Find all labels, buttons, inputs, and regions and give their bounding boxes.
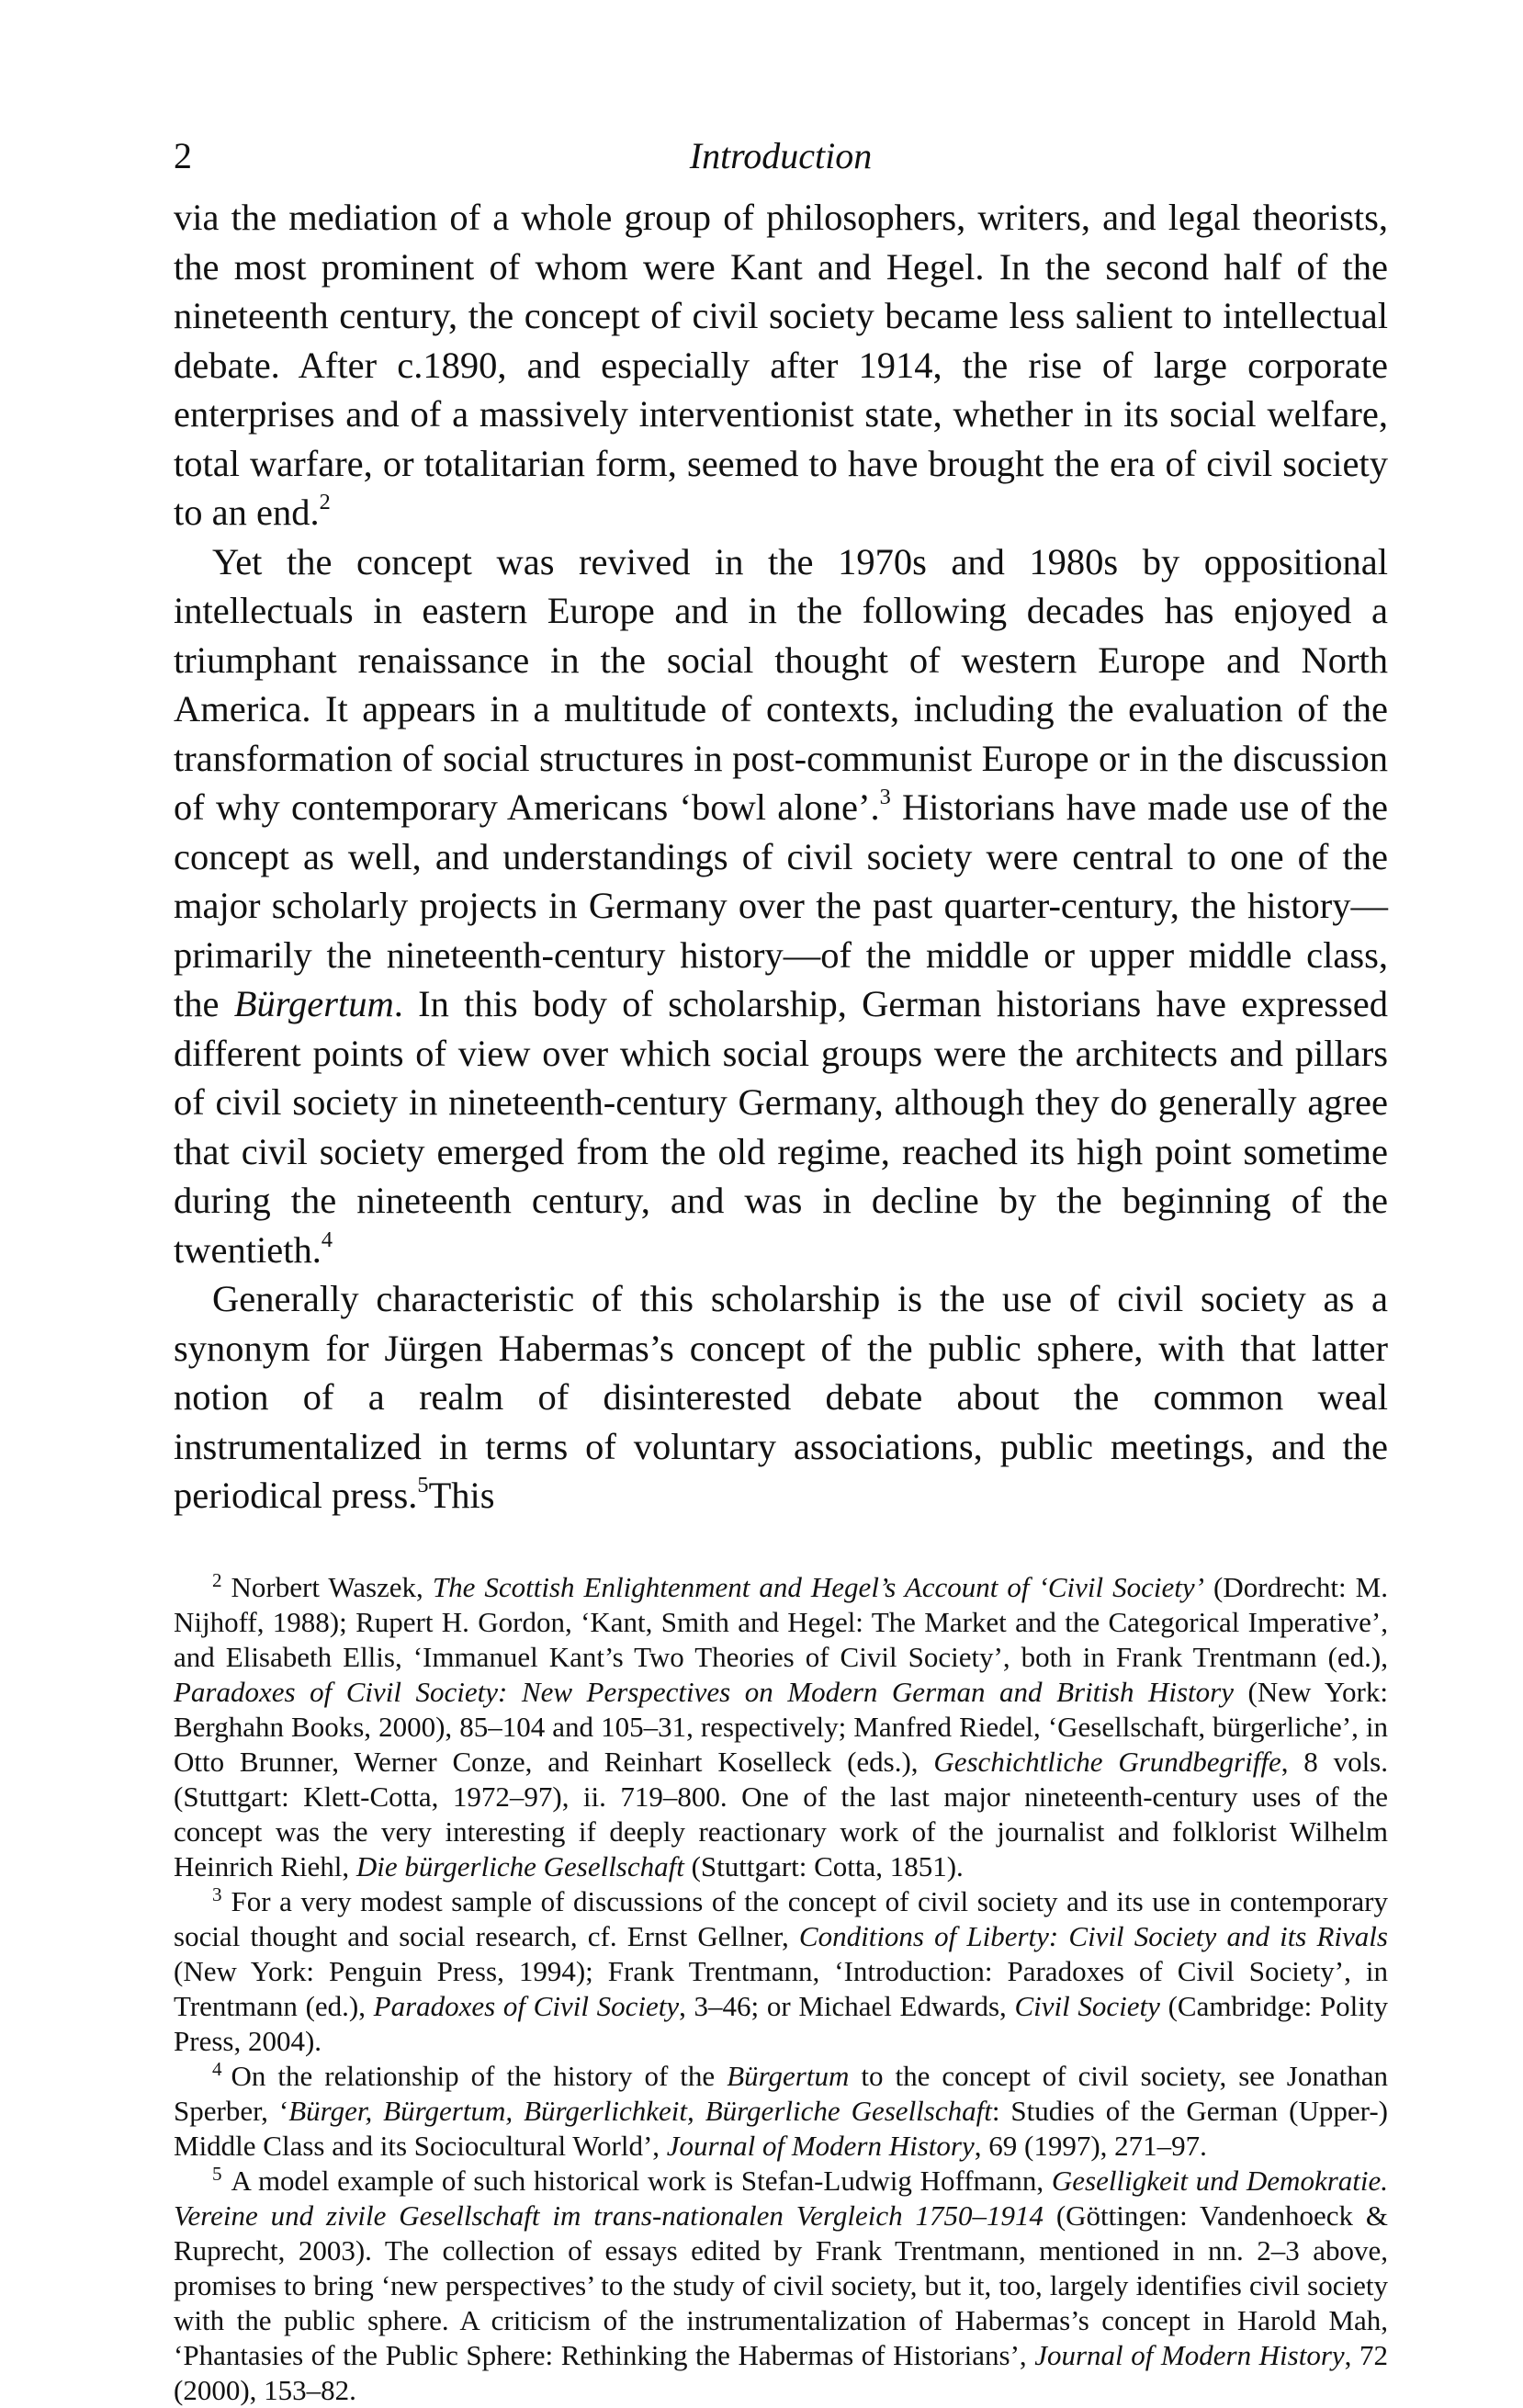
footnote-title: Bürger, Bürgertum, Bürgerlichkeit, Bürgerliche Gesellschaft [288,2094,992,2127]
footnote-text: (Göttingen: Vandenhoeck & Ruprecht, 2003). The collection of essays edited by Frank Trentmann, mentioned in nn. 2–3 above, promises to bring ‘new perspectives’ to the study of civil society, but it, too, largely identifies civil society with the public sphere. A criticism of the instrumentalization of Habermas’s concept in Harold Mah, ‘Phantasies of the Public Sphere: Rethinking the Habermas of Historians’, [174,2199,1388,2371]
footnote-title: Journal of Modern History [1034,2338,1345,2371]
main-text [174,193,1388,1521]
footnote-title: Conditions of Liberty: Civil Society and its Rivals [798,1919,1388,1952]
footnote-title: Geselligkeit und Demokratie. Vereine und zivile Gesellschaft im trans-nationalen Vergleich 1750–1914 [174,2164,1388,2232]
footnote-title: Paradoxes of Civil Society: New Perspectives on Modern German and British History [174,1675,1234,1708]
italic-term: Bürgertum [233,983,394,1024]
footnote-reference: 5 [417,1473,429,1498]
footnote-text: : Studies of the German (Upper-) Middle Class and its Sociocultural World’, [174,2094,1388,2162]
page-header [174,129,1388,184]
footnote-number: 5 [212,2162,222,2185]
footnote-4 [174,2059,1388,2164]
footnote-title: Paradoxes of Civil Society [373,1989,680,2022]
paragraph-text: Historians have made use of the concept as well, and understandings of civil society were central to one of the major scholarly projects in Germany over the past quarter-century, the history—primarily the nineteenth-century history—of the middle or upper middle class, the [174,786,1388,1024]
footnote-text: (Stuttgart: Cotta, 1851). [683,1849,964,1882]
footnote-title: Civil Society [1014,1989,1160,2022]
paragraph-text: This [428,1475,495,1516]
paragraph-text: via the mediation of a whole group of philosophers, writers, and legal theorists, the most prominent of whom were Kant and Hegel. In the second half of the nineteenth century, the concept of civil society became less salient to intellectual debate. After c.1890, and especially after 1914, the rise of large corporate enterprises and of a massively interventionist state, whether in its social welfare, total warfare, or totalitarian form, seemed to have brought the era of civil society to an end. [174,197,1388,533]
paragraph-3 [174,1274,1388,1521]
page-number: 2 [174,135,192,176]
footnote-text: Norbert Waszek, [231,1570,433,1603]
footnote-title: Bürgertum [727,2059,850,2092]
footnote-text: , 69 (1997), 271–97. [974,2129,1207,2162]
footnote-reference: 3 [879,785,891,809]
footnote-text: (New York: Penguin Press, 1994); Frank Trentmann, ‘Introduction: Paradoxes of Civil Society’, in Trentmann (ed.), [174,1954,1388,2022]
footnote-5 [174,2164,1388,2408]
footnote-title: Die bürgerliche Gesellschaft [355,1849,684,1882]
paragraph-text: Generally characteristic of this scholarship is the use of civil society as a synonym for Jürgen Habermas’s concept of the public sphere, with that latter notion of a realm of disinterested debate about the common weal instrumentalized in terms of voluntary associations, public meetings, and the periodical press. [174,1278,1388,1516]
footnote-text: , 72 (2000), 153–82. [174,2338,1388,2406]
footnote-text: For a very modest sample of discussions of the concept of civil society and its use in contemporary social thought and social research, cf. Ernst Gellner, [174,1884,1388,1952]
footnote-2 [174,1570,1388,1884]
footnote-text: (Dordrecht: M. Nijhoff, 1988); Rupert H. Gordon, ‘Kant, Smith and Hegel: The Market and the Categorical Imperative’, and Elisabeth Ellis, ‘Immanuel Kant’s Two Theories of Civil Society’, both in Frank Trentmann (ed.), [174,1570,1388,1673]
footnote-number: 4 [212,2057,222,2080]
footnote-text: , 3–46; or Michael Edwards, [679,1989,1015,2022]
footnote-text: A model example of such historical work is Stefan-Ludwig Hoffmann, [231,2164,1052,2197]
footnotes [174,1570,1388,2408]
footnote-text: (New York: Berghahn Books, 2000), 85–104 and 105–31, respectively; Manfred Riedel, ‘Gesellschaft, bürgerliche’, in Otto Brunner, Werner Conze, and Reinhart Koselleck (eds.), [174,1675,1388,1778]
paragraph-1 [174,193,1388,537]
book-page [174,129,1388,2408]
paragraph-text: Yet the concept was revived in the 1970s and 1980s by oppositional intellectuals in eastern Europe and in the following decades has enjoyed a triumphant renaissance in the social thought of western Europe and North America. It appears in a multitude of contexts, including the evaluation of the transformation of social structures in post-communist Europe or in the discussion of why contemporary Americans ‘bowl alone’. [174,540,1388,828]
footnote-text: On the relationship of the history of the [231,2059,728,2092]
footnote-number: 2 [212,1568,222,1591]
paragraph-text: . In this body of scholarship, German historians have expressed different points of view over which social groups were the architects and pillars of civil society in nineteenth-century Germany, although they do generally agree that civil society emerged from the old regime, reached its high point sometime during the nineteenth century, and was in decline by the beginning of the twentieth. [174,983,1388,1271]
footnote-number: 3 [212,1882,222,1905]
footnote-title: Geschichtliche Grundbegriffe [933,1745,1281,1778]
footnote-text: , 8 vols. (Stuttgart: Klett-Cotta, 1972–97), ii. 719–800. One of the last major nineteenth-century uses of the concept was the very interesting if deeply reactionary work of the journalist and folklorist Wilhelm Heinrich Riehl, [174,1745,1388,1882]
footnote-title: Journal of Modern History [666,2129,975,2162]
footnote-reference: 2 [319,490,331,514]
footnote-text: to the concept of civil society, see Jonathan Sperber, ‘ [174,2059,1389,2127]
footnote-title: The Scottish Enlightenment and Hegel’s Account of ‘Civil Society’ [432,1570,1204,1603]
footnote-text: (Cambridge: Polity Press, 2004). [174,1989,1388,2057]
footnote-reference: 4 [321,1227,333,1252]
paragraph-2 [174,537,1388,1275]
running-head: Introduction [689,135,873,176]
footnote-3 [174,1884,1388,2059]
